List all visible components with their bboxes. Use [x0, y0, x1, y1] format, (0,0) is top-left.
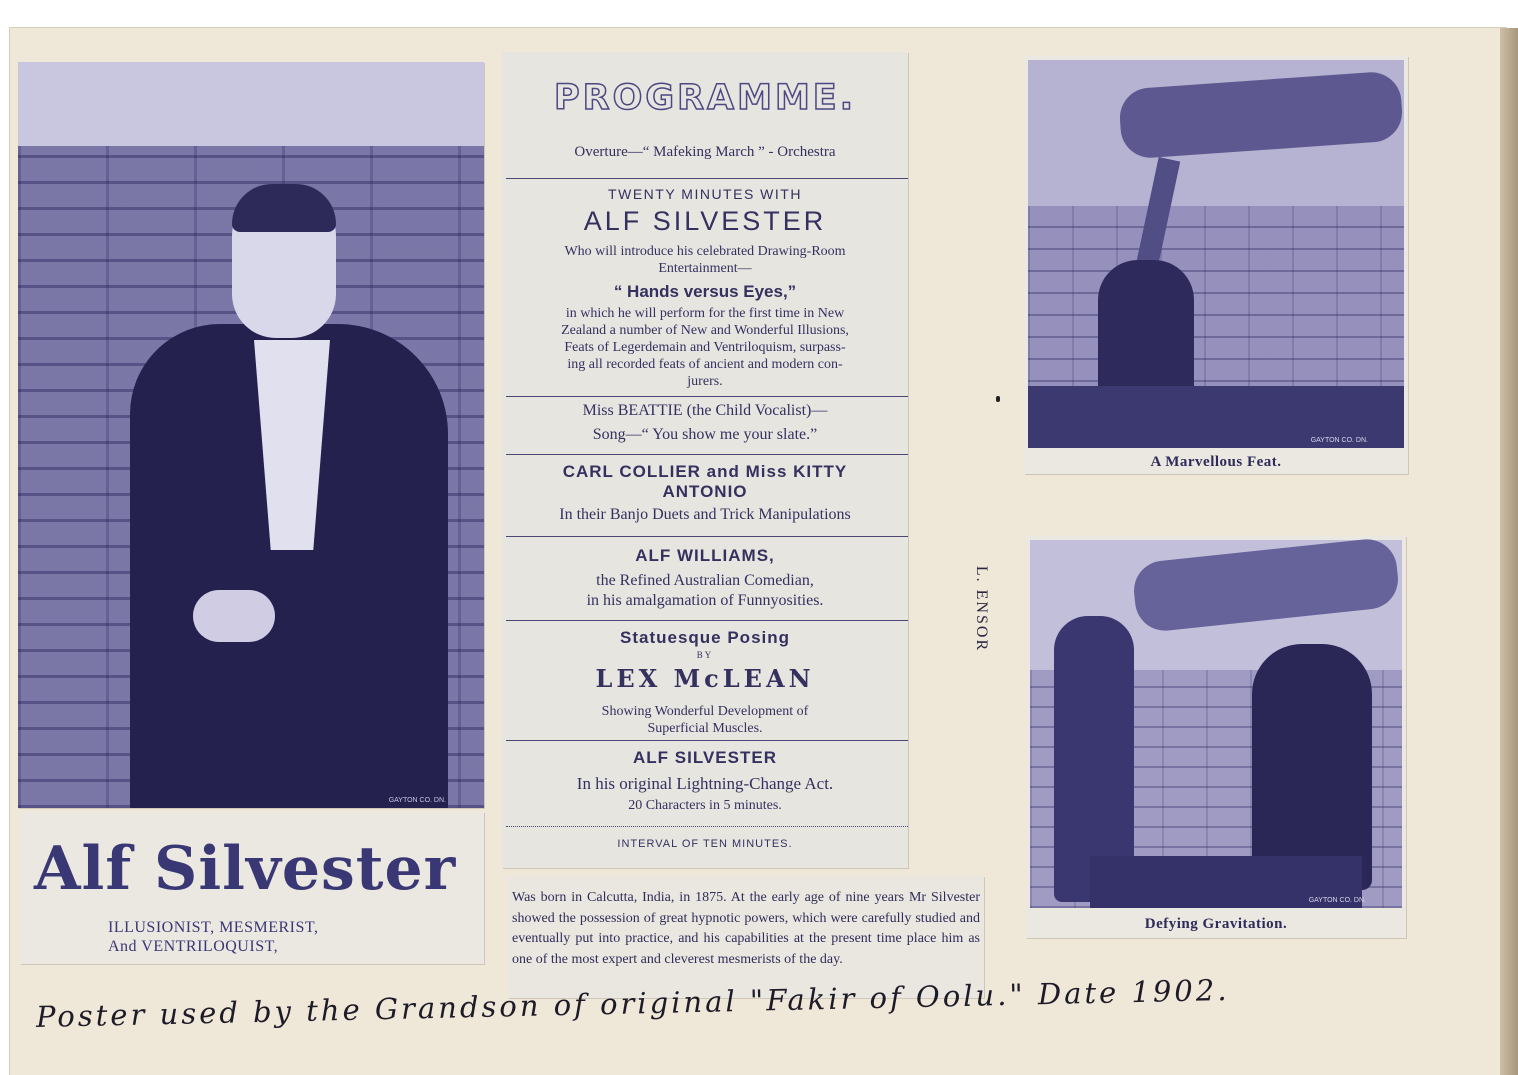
act-line: Song—“ You show me your slate.”	[592, 426, 818, 443]
photo-caption: Defying Gravitation.	[1144, 916, 1288, 932]
act-line: Statuesque Posing	[619, 628, 791, 647]
act-line: ANTONIO	[662, 482, 748, 501]
portrait-photo	[18, 62, 484, 808]
album-page-edge	[1500, 28, 1518, 1075]
photo-caption: A Marvellous Feat.	[1150, 454, 1282, 470]
name-block	[20, 812, 484, 964]
act-line: ALF SILVESTER	[633, 748, 777, 767]
act-line: in his amalgamation of Funnyosities.	[586, 592, 824, 609]
act-feature: “ Hands versus Eyes,”	[613, 282, 797, 301]
act-line: the Refined Australian Comedian,	[596, 572, 814, 589]
act-line: Zealand a number of New and Wonderful Illusions,	[561, 323, 849, 338]
margin-name: L. ENSOR	[973, 565, 991, 653]
act-line: Entertainment—	[658, 261, 752, 276]
divider	[506, 454, 908, 455]
photo-image	[1028, 60, 1404, 448]
subtitle-line: ILLUSIONIST, MESMERIST,	[108, 919, 319, 936]
photo-maker-mark: GAYTON CO. DN.	[1308, 897, 1366, 904]
divider	[506, 740, 908, 741]
programme-clipping	[502, 52, 908, 868]
act-line: ALF WILLIAMS,	[635, 546, 775, 565]
act-line: CARL COLLIER and Miss KITTY	[562, 462, 848, 481]
divider	[506, 396, 908, 397]
photo-marvellous-feat	[1024, 56, 1408, 474]
act-line: in which he will perform for the first time in New	[565, 306, 845, 321]
act-line: jurers.	[687, 374, 723, 389]
act-line: BY	[696, 650, 714, 660]
portrait-figure-hand	[193, 590, 275, 642]
act-line: Showing Wonderful Development of	[601, 704, 809, 719]
handwritten-note: Poster used by the Grandson of original "Fakir of Oolu." Date 1902.	[35, 972, 1230, 1034]
act-line: Who will introduce his celebrated Drawing-Room	[564, 244, 846, 259]
photo-suited-man	[1252, 644, 1372, 890]
act-line: Feats of Legerdemain and Ventriloquism, surpass-	[564, 340, 846, 355]
interval-notice: INTERVAL OF TEN MINUTES.	[617, 838, 793, 850]
divider	[506, 536, 908, 537]
divider	[506, 620, 908, 621]
ink-mark	[996, 396, 1000, 402]
act-line: Miss BEATTIE (the Child Vocalist)—	[582, 402, 828, 419]
photo-maker-mark: GAYTON CO. DN.	[1310, 437, 1368, 444]
subtitle-line: And VENTRILOQUIST,	[108, 938, 279, 955]
act-line: In his original Lightning-Change Act.	[576, 774, 834, 793]
performer-name: Alf Silvester	[34, 834, 457, 904]
act-line: ing all recorded feats of ancient and modern con-	[567, 357, 843, 372]
bio-text: Was born in Calcutta, India, in 1875. At the early age of nine years Mr Silvester showed the possession of great hypnotic powers, which were carefully studied and eventually put into practice, and his capabilities at the present time place him as one of the most expert and cleverest mesmerists of the day.	[512, 890, 980, 967]
programme-title: PROGRAMME.	[554, 78, 856, 118]
act-line: Superficial Muscles.	[647, 721, 763, 736]
divider	[506, 178, 908, 179]
portrait-maker-mark: GAYTON CO. DN.	[388, 797, 446, 804]
act-headliner: ALF SILVESTER	[583, 206, 827, 236]
portrait-top-band	[18, 62, 484, 146]
divider	[506, 826, 908, 827]
act-line: TWENTY MINUTES WITH	[608, 186, 802, 202]
photo-defying-gravitation	[1026, 536, 1406, 938]
act-line: In their Banjo Duets and Trick Manipulations	[559, 506, 851, 523]
act-line: 20 Characters in 5 minutes.	[628, 798, 782, 813]
photo-image	[1030, 540, 1402, 908]
act-headliner: LEX McLEAN	[595, 664, 815, 693]
performer-subtitle	[108, 918, 318, 956]
overture-line: Overture—“ Mafeking March ” - Orchestra	[574, 144, 836, 160]
